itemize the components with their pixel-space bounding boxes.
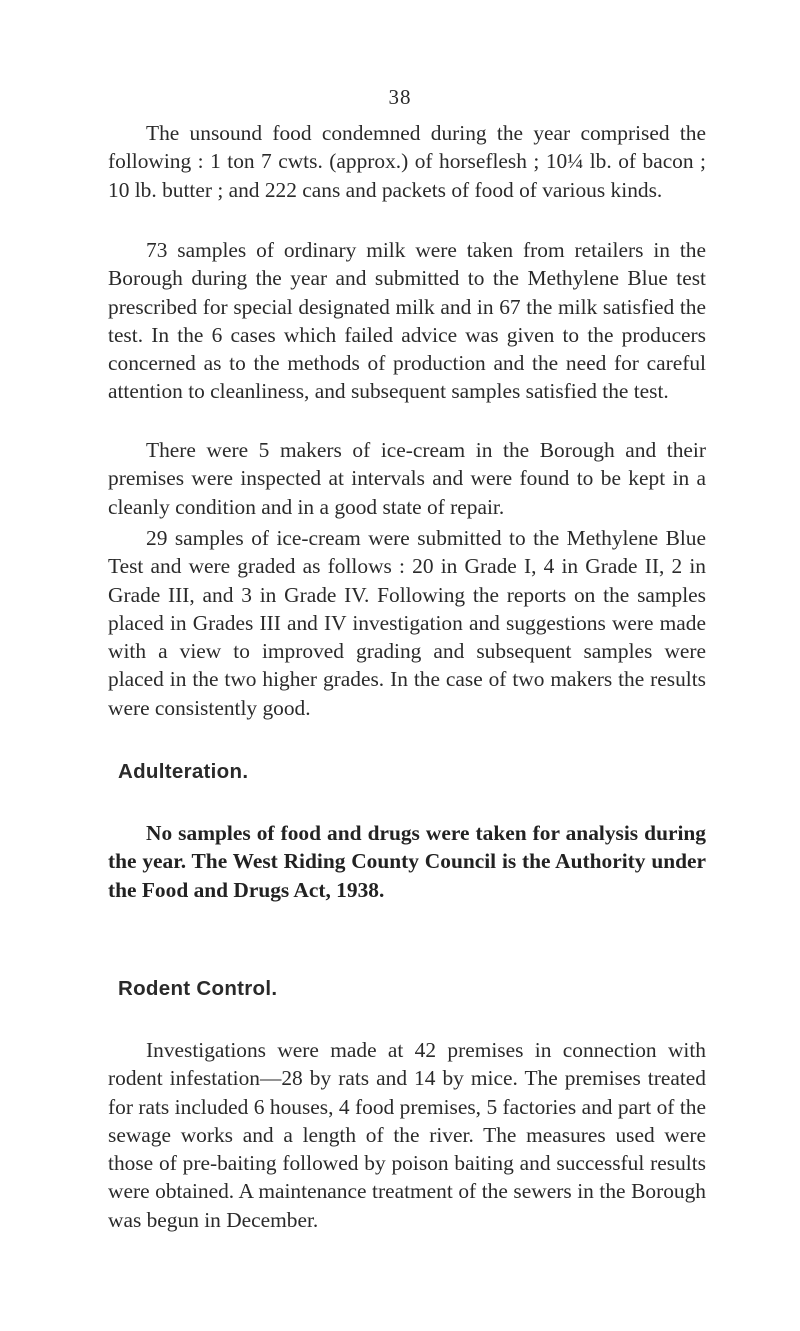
paragraph-rodent-control: Investigations were made at 42 premises in connection with rodent infestation—28 by rats and 14 by mice. The premises treated for rats included 6 houses, 4 food premises, 5 factories and part of the sewage works and a length of the river. The measures used were those of pre-baiting followed by poison baiting and successful results were obtained. A maintenance treatment of the sewers in the Borough was begun in December. [108,1038,706,1232]
page-number: 38 [388,85,412,109]
paragraph-milk-samples: 73 samples of ordinary milk were taken from retailers in the Borough during the year and submitted to the Methylene Blue test prescribed for special designated milk and in 67 the milk satisfied the test. In the 6 cases which failed advice was given to the producers concerned as to the methods of production and the need for careful attention to cleanliness, and subsequent samples satisfied the test. [108,238,706,404]
paragraph-unsound-food: The unsound food condemned during the year comprised the following : 1 ton 7 cwts. (approx.) of horseflesh ; 10¼ lb. of bacon ; 10 lb. butter ; and 222 cans and packets of food of various kinds. [108,121,706,202]
paragraph-ice-cream-makers: There were 5 makers of ice-cream in the Borough and their premises were inspected at intervals and were found to be kept in a cleanly condition and in a good state of repair. [108,438,706,519]
heading-adulteration: Adulteration. [118,760,249,783]
heading-rodent-control: Rodent Control. [118,977,278,1000]
paragraph-adulteration: No samples of food and drugs were taken for analysis during the year. The West Riding County Council is the Authority under the Food and Drugs Act, 1938. [108,821,706,902]
paragraph-ice-cream-samples: 29 samples of ice-cream were submitted to the Methylene Blue Test and were graded as follows : 20 in Grade I, 4 in Grade II, 2 in Grade III, and 3 in Grade IV. Following the reports on the samples placed in Grades III and IV investigation and suggestions were made with a view to improved grading and subsequent samples were placed in the two higher grades. In the case of two makers the results were consistently good. [108,526,706,720]
